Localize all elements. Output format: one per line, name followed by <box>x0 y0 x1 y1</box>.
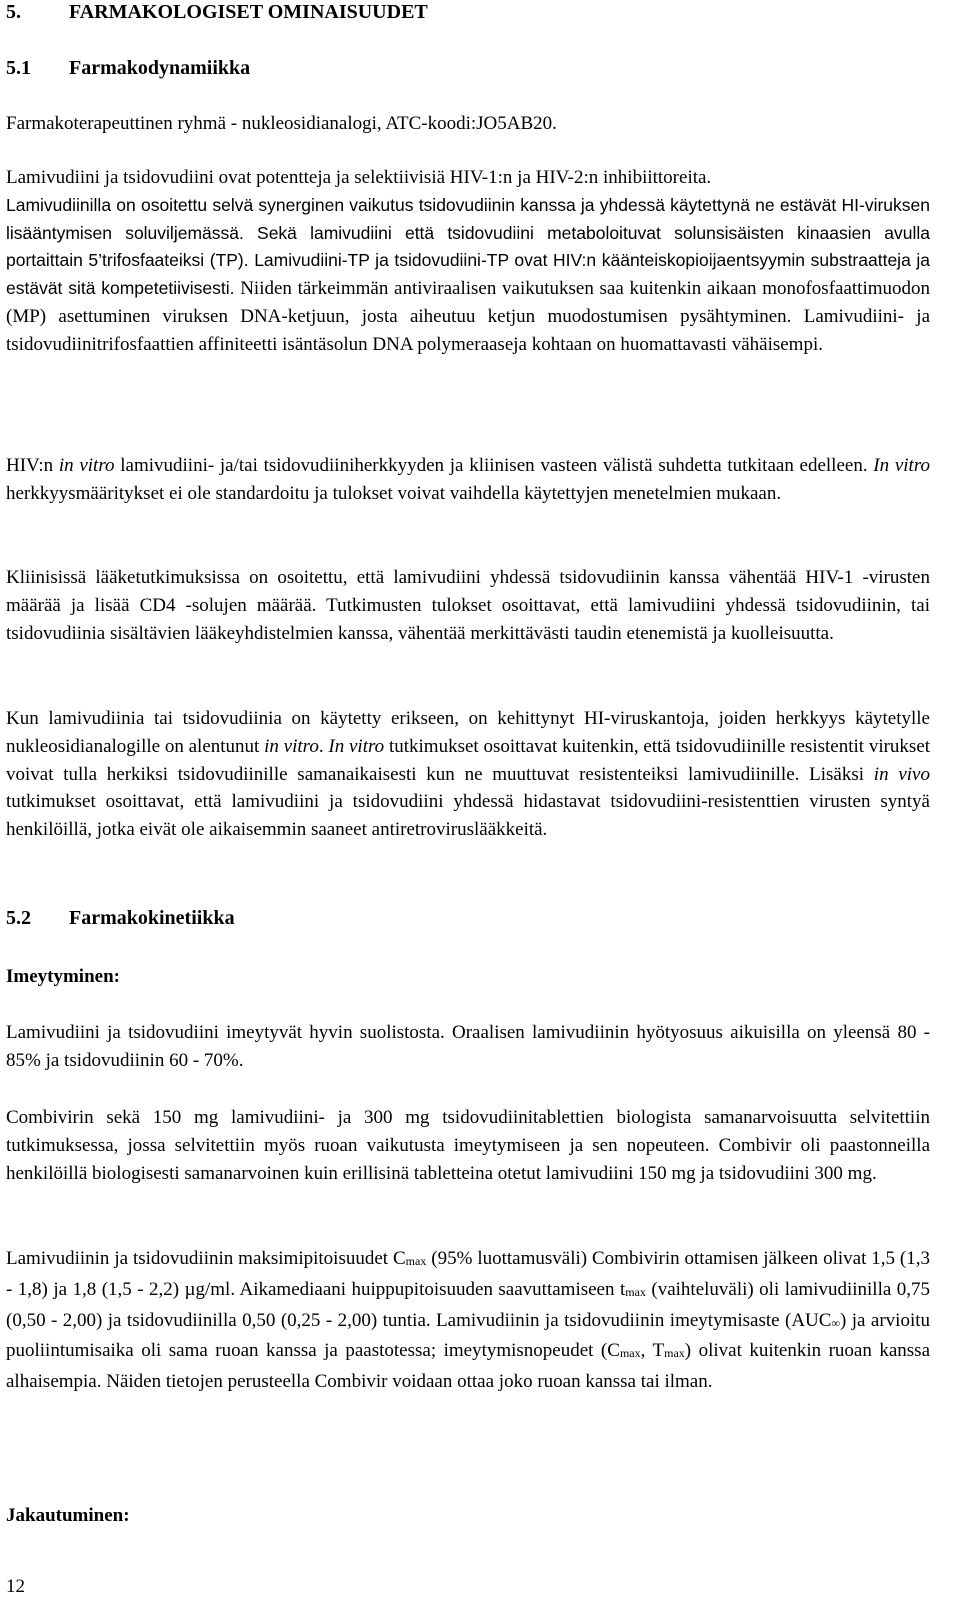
section-5-1-title: Farmakodynamiikka <box>69 57 251 79</box>
section-5-number: 5. <box>6 1 21 23</box>
in-vitro-paragraph: HIV:n in vitro lamivudiini- ja/tai tsidovudiiniherkkyyden ja kliinisen vasteen välistä suhdetta tutkitaan edelleen. In vitro herkkyysmääritykset ei ole standardoitu ja tulokset voivat vaihdella käytettyjen menetelmien mukaan. <box>6 455 931 504</box>
italic-in-vitro: In vitro <box>873 455 931 476</box>
section-5-2-number: 5.2 <box>6 907 31 929</box>
pd-closing-sentences: Niiden tärkeimmän antiviraalisen vaikutuksen saa kuitenkin aikaan monofosfaattimuodon (MP) asettuminen viruksen DNA-ketjuun, josta aiheutuu ketjun muodostumisen pysähtyminen. Lamivudiini- ja tsidovudiinitrifosfaattien affiniteetti isäntäsolun DNA polymeraaseja kohtaan on huomattavasti vähäisempi. <box>6 278 931 355</box>
italic-in-vitro: In vitro <box>328 735 385 757</box>
section-5-1-heading <box>6 57 250 80</box>
section-5-title: FARMAKOLOGISET OMINAISUUDET <box>69 1 428 23</box>
clinical-trials-paragraph: Kliinisissä lääketutkimuksissa on osoitettu, että lamivudiini yhdessä tsidovudiinin kanssa vähentää HIV-1 -virusten määrää ja lisää CD4 -solujen määrää. Tutkimusten tulokset osoittavat, että lamivudiini yhdessä tsidovudiinin, tai tsidovudiinia sisältävien lääkeyhdistelmien kanssa, vähentää merkittävästi taudin etenemistä ja kuolleisuutta. <box>6 567 930 644</box>
absorption-paragraph-3: Lamivudiinin ja tsidovudiinin maksimipitoisuudet Cmax (95% luottamusväli) Combivirin ottamisen jälkeen olivat 1,5 (1,3 - 1,8) ja 1,8 (1,5 - 2,2) µg/ml. Aikamediaani huippupitoisuuden saavuttamiseen tmax (vaihteluväli) oli lamivudiinilla 0,75 (0,50 - 2,00) ja tsidovudiinilla 0,50 (0,25 - 2,00) tuntia. Lamivudiinin ja tsidovudiinin imeytymisaste (AUC∞) ja arvioitu puoliintumisaika oli sama ruoan kanssa ja paastotessa; imeytymisnopeudet (Cmax, Tmax) olivat kuitenkin ruoan kanssa alhaisempia. Näiden tietojen perusteella Combivir voidaan ottaa joko ruoan kanssa tai ilman. <box>6 1248 931 1393</box>
absorption-paragraph-2: Combivirin sekä 150 mg lamivudiini- ja 300 mg tsidovudiinitablettien biologista samanarvoisuutta selvitettiin tutkimuksessa, jossa selvitettiin myös ruoan vaikutusta imeytymiseen ja sen nopeuteen. Combivir oli paastonneilla henkilöillä biologisesti samanarvoinen kuin erillisinä tabletteina otetut lamivudiini 150 mg ja tsidovudiini 300 mg. <box>6 1107 930 1184</box>
pd-sans-sentences: Lamivudiinilla on osoitettu selvä synerginen vaikutus tsidovudiinin kanssa ja yhdessä käytettynä ne estävät HI-viruksen lisääntymisen soluviljemässä. Sekä lamivudiini että tsidovudiini metaboloituvat solunsisäisten kinaasien avulla portaittain 5’trifosfaateiksi (TP). Lamivudiini-TP ja tsidovudiini-TP ovat HIV:n käänteiskopioijaentsyymin substraatteja ja estävät sitä kompetetiivisesti. <box>6 194 930 299</box>
subscript-max: max <box>625 1284 646 1299</box>
subscript-max: max <box>619 1346 641 1361</box>
section-5-1-number: 5.1 <box>6 57 31 79</box>
absorption-paragraph-1: Lamivudiini ja tsidovudiini imeytyvät hyvin suolistosta. Oraalisen lamivudiinin hyötyosuus aikuisilla on yleensä 80 - 85% ja tsidovudiinin 60 - 70%. <box>6 1022 930 1071</box>
subscript-max: max <box>405 1254 427 1268</box>
absorption-subheading: Imeytyminen: <box>6 966 120 987</box>
subscript-infinity: ∞ <box>831 1315 840 1330</box>
resistance-paragraph: Kun lamivudiinia tai tsidovudiinia on käytetty erikseen, on kehittynyt HI-viruskantoja, joiden herkkyys käytetylle nukleosidianalogille on alentunut in vitro. In vitro tutkimukset osoittavat kuitenkin, että tsidovudiinille resistentit virukset voivat tulla herkiksi tsidovudiinille samanaikaisesti kun ne muuttuvat resistenteiksi lamivudiinille. Lisäksi in vivo tutkimukset osoittavat, että lamivudiini ja tsidovudiini yhdessä hidastavat tsidovudiini-resistenttien virusten syntyä henkilöillä, jotka eivät ole aikaisemmin saaneet antiretroviruslääkkeitä. <box>6 708 931 841</box>
therapeutic-group-paragraph: Farmakoterapeuttinen ryhmä - nukleosidianalogi, ATC-koodi:JO5AB20. <box>6 113 557 134</box>
italic-in-vitro: in vitro <box>58 455 115 476</box>
pd-sentence-1: Lamivudiini ja tsidovudiini ovat potentteja ja selektiivisiä HIV-1:n ja HIV-2:n inhibiittoreita. <box>6 167 712 188</box>
section-5-2-title: Farmakokinetiikka <box>69 907 235 929</box>
page-number: 12 <box>6 1576 25 1597</box>
subscript-max: max <box>664 1346 685 1361</box>
italic-in-vivo: in vivo <box>873 763 930 785</box>
section-5-heading <box>6 1 428 24</box>
section-5-2-heading <box>6 907 235 930</box>
italic-in-vitro: in vitro <box>264 735 319 757</box>
distribution-subheading: Jakautuminen: <box>6 1505 130 1526</box>
pharmacodynamics-paragraph <box>6 164 930 359</box>
